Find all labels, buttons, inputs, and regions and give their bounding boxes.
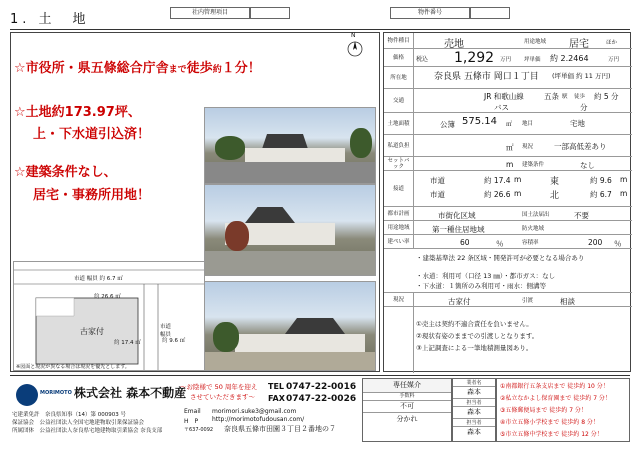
headline-2-line2: 上・下水道引込済！ bbox=[33, 127, 151, 142]
list-item: ⑤市立五條中学校まで 徒歩約 12 分！ bbox=[500, 431, 603, 438]
site-map bbox=[13, 261, 205, 371]
list-item: ③五條郵便局まで 徒歩約 7 分！ bbox=[500, 407, 587, 414]
list-item: ④市立五條小学校まで 徒歩約 8 分！ bbox=[500, 419, 599, 426]
company-name: 株式会社 森本不動産 bbox=[74, 386, 187, 400]
footer: MORIMOTO 株式会社 森本不動産 〜お陰様で 50 周年を迎え させていただきます〜 TEL 0747-22-0016 FAX 0747-22-0026 宅建業免許 奈良県知事（14）第 000903 号 保証協会 公益社団法人全国宅地建物取引業保証協会 所属団体 公益社団法人奈良県宅地建物取引業協会 奈良支部 Email morimori.suke3@gmail.com H P http://morimotofudousan.com/ 〒637-0092 奈良県五條市田園３丁目２番地の７ 専任媒介 手数料 不可 分かれ 業者名 森本 担当者 森本 担当者 森本 ①南都銀行五条支店まで 徒歩約 10 分！ ②私立なかよし保育園まで 徒歩約 7 分！ ③五條郵便局まで 徒歩約 7 分！ ④市立五條小学校まで 徒歩約 8 分！ ⑤市立五條中学校まで 徒歩約 12 分！ bbox=[10, 375, 630, 445]
setback-row: セットバック m 建築条件 なし bbox=[384, 157, 632, 171]
headline-3-line2: 居宅・事務所用地！ bbox=[33, 188, 151, 203]
company-logo-icon bbox=[16, 384, 38, 406]
remarks-row: ①売主は契約不適合責任を負いません。 ②現状有姿のままでの引渡しとなります。 ③上記調査による一筆地積測量図あり。 bbox=[384, 307, 632, 373]
website-link[interactable]: http://morimotofudousan.com/ bbox=[212, 416, 305, 423]
private-row: 私道負担 ㎡ 現況 一部高低差あり bbox=[384, 135, 632, 157]
map-note: ※図面と現況が異なる場合は現況を優先とします。 bbox=[16, 364, 130, 370]
map-road-top-label: 市道 幅員 約 6.7 ㎡ bbox=[74, 276, 123, 282]
price-value: 1,292 bbox=[454, 50, 495, 66]
road-row: 接道 市道 約 17.4 m 東 約 9.6 m 市道 約 26.6 m 北 約 6.7 m bbox=[384, 171, 632, 207]
area-row: 土地面積 公簿 575.14 ㎡ 地目 宅地 bbox=[384, 113, 632, 135]
status-row: 現況 古家付 引渡 相談 bbox=[384, 293, 632, 307]
property-photo-1 bbox=[204, 107, 376, 184]
map-road-mid-label: 約 26.6 ㎡ bbox=[94, 294, 121, 300]
north-label: N bbox=[351, 32, 356, 39]
management-box: 社内管理項目 bbox=[170, 7, 250, 19]
notes-row: ・建築基準法 22 条区域・開発許可が必要となる場合あり ・水道：利用可（口径 13 ㎜）・都市ガス：なし ・下水道：１箇所のみ利用可・雨水：側溝等 bbox=[384, 249, 632, 293]
header bbox=[10, 4, 630, 28]
area-value: 575.14 bbox=[462, 116, 497, 127]
map-road-right-label: 市道 幅員 bbox=[160, 324, 172, 338]
ratio-row: 建ぺい率 60 ％ 容積率 200 ％ bbox=[384, 235, 632, 249]
use-value: 居宅 bbox=[569, 39, 589, 50]
list-item: ①南都銀行五条支店まで 徒歩約 10 分！ bbox=[500, 383, 609, 390]
headline-3: ☆建築条件なし、 bbox=[14, 165, 117, 180]
fax-number: 0747-22-0026 bbox=[286, 394, 357, 404]
property-number-blank bbox=[470, 7, 510, 19]
tel-number[interactable]: 0747-22-0016 bbox=[286, 382, 357, 392]
type-row: 物件種目 売地 用途地域 居宅 ほか bbox=[384, 33, 632, 49]
tsubo-value: 約 2.2464 bbox=[550, 54, 589, 63]
headline-1: ☆市役所・県五條総合庁舎まで徒歩約１分！ bbox=[14, 61, 261, 76]
email-link[interactable]: morimori.suke3@gmail.com bbox=[212, 408, 297, 415]
location-row: 所在地 奈良県 五條市 岡口１丁目 (坪単価 約 11 万円) bbox=[384, 67, 632, 89]
map-road-side-label: 約 17.4 ㎡ bbox=[114, 340, 141, 346]
location-value: 奈良県 五條市 岡口１丁目 bbox=[434, 72, 539, 82]
nearby-list bbox=[496, 378, 630, 442]
property-number-box: 物件番号 bbox=[390, 7, 470, 19]
price-row: 価格 税込 1,292 万円 坪単価 約 2.2464 万円 bbox=[384, 49, 632, 67]
property-details bbox=[383, 32, 631, 372]
property-photo-3 bbox=[204, 281, 376, 371]
list-item: ②私立なかよし保育園まで 徒歩約 7 分！ bbox=[500, 395, 611, 402]
north-arrow-icon bbox=[347, 37, 363, 57]
headline-2: ☆土地約173.97坪、 bbox=[14, 105, 141, 120]
map-lot-label: 古家付 bbox=[80, 327, 104, 336]
type-value: 売地 bbox=[444, 39, 464, 50]
promo-panel bbox=[10, 32, 380, 372]
zone-row: 用途地域 第一種住居地域 防火地域 bbox=[384, 221, 632, 235]
agent-table: 業者名 森本 担当者 森本 担当者 森本 bbox=[452, 378, 496, 442]
traffic-row: 交通 JR 和歌山線 五条 駅 徒歩 約 5 分 バス 分 bbox=[384, 89, 632, 113]
city-row: 都市計画 市街化区域 国土法届出 不要 bbox=[384, 207, 632, 221]
map-road-right-width: 約 9.6 ㎡ bbox=[162, 338, 186, 344]
management-box-blank bbox=[250, 7, 290, 19]
page-title: 1. 土 地 bbox=[10, 12, 90, 27]
header-rule bbox=[10, 29, 630, 30]
transaction-table: 専任媒介 手数料 不可 分かれ bbox=[362, 378, 452, 442]
property-photo-2 bbox=[204, 184, 376, 276]
